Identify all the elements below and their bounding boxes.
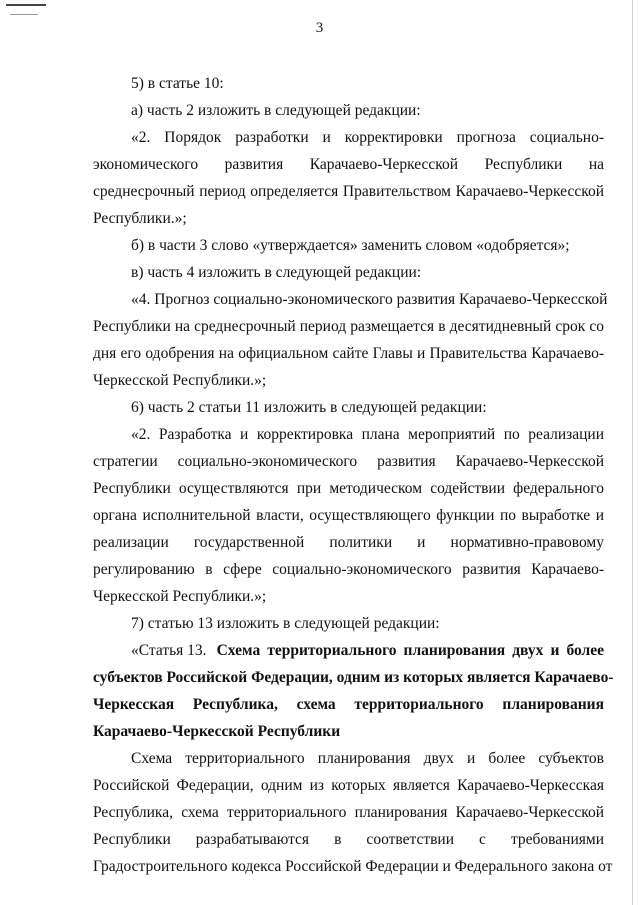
- paragraph-line: среднесрочный период определяется Правительством Карачаево-Черкесской: [93, 183, 604, 200]
- paragraph-line: регулированию в сфере социально-экономического развития Карачаево-: [93, 561, 604, 578]
- paragraph-line: органа исполнительной власти, осуществляющего функции по выработке и: [93, 507, 604, 524]
- paragraph-line: «2. Разработка и корректировка плана мероприятий по реализации: [131, 426, 604, 443]
- page-number: 3: [315, 20, 324, 36]
- paragraph-line: Градостроительного кодекса Российской Федерации и Федерального закона от: [93, 858, 613, 875]
- paragraph-line: Черкесской Республики.»;: [93, 588, 267, 605]
- paragraph-line: Российской Федерации, одним из которых является Карачаево-Черкесская: [93, 777, 604, 794]
- paragraph-line: Республики разрабатываются в соответствии с требованиями: [93, 831, 604, 848]
- article-number: «Статья 13.: [131, 642, 207, 659]
- paragraph-line: экономического развития Карачаево-Черкесской Республики на: [93, 156, 604, 173]
- paragraph-line: б) в части 3 слово «утверждается» заменить словом «одобряется»;: [131, 237, 570, 254]
- paragraph-line: в) часть 4 изложить в следующей редакции:: [131, 264, 422, 281]
- paragraph-line: реализации государственной политики и нормативно-правовому: [93, 534, 604, 551]
- paragraph-line: Республика, схема территориального планирования Карачаево-Черкесской: [93, 804, 604, 821]
- paragraph-line: Республики осуществляются при методическом содействии федерального: [93, 480, 604, 497]
- paragraph-line: стратегии социально-экономического развития Карачаево-Черкесской: [93, 453, 604, 470]
- paragraph-line: Республики на среднесрочный период размещается в десятидневный срок со: [93, 318, 604, 335]
- paragraph-line: 6) часть 2 статьи 11 изложить в следующей редакции:: [131, 399, 487, 416]
- paragraph-line: 5) в статье 10:: [131, 75, 224, 92]
- article-title-line: субъектов Российской Федерации, одним из которых является Карачаево-: [93, 669, 614, 686]
- article-title-line: Карачаево-Черкесской Республики: [93, 723, 341, 740]
- scan-edge: [632, 0, 633, 905]
- paragraph-line: «2. Порядок разработки и корректировки прогноза социально-: [131, 129, 604, 146]
- paragraph-line: Черкесской Республики.»;: [93, 372, 267, 389]
- paragraph-line: Республики.»;: [93, 210, 187, 227]
- scan-mark: [6, 4, 46, 6]
- paragraph-line: 7) статью 13 изложить в следующей редакции:: [131, 615, 440, 632]
- article-title-line: Черкесская Республика, схема территориального планирования: [93, 696, 604, 713]
- article-title: Схема территориального планирования двух и более: [216, 642, 604, 659]
- paragraph-line: дня его одобрения на официальном сайте Главы и Правительства Карачаево-: [93, 345, 604, 362]
- paragraph-line: «4. Прогноз социально-экономического развития Карачаево-Черкесской: [131, 291, 608, 308]
- article-heading-line: [131, 641, 604, 661]
- paragraph-line: Схема территориального планирования двух и более субъектов: [131, 750, 604, 767]
- paragraph-line: а) часть 2 изложить в следующей редакции:: [131, 102, 421, 119]
- scan-mark: [10, 14, 38, 15]
